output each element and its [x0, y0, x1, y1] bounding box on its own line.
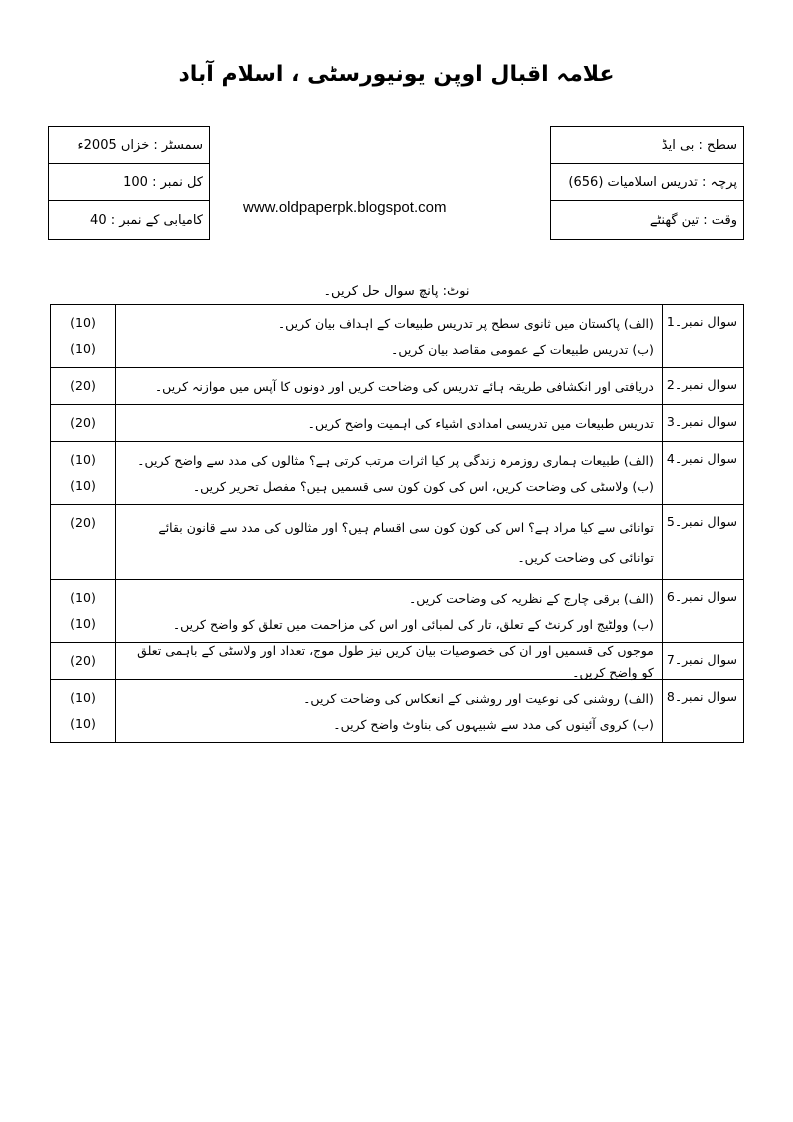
question-number: سوال نمبر۔5	[662, 505, 743, 580]
table-row	[51, 442, 744, 505]
question-number: سوال نمبر۔7	[662, 643, 743, 680]
question-number: سوال نمبر۔4	[662, 442, 743, 505]
question-text: (الف) طبیعات ہماری روزمرہ زندگی پر کیا اثرات مرتب کرتی ہے؟ مثالوں کی مدد سے واضح کریں۔	[137, 453, 654, 468]
question-number: سوال نمبر۔2	[662, 368, 743, 405]
instructions-note: نوٹ: پانچ سوال حل کریں۔	[323, 284, 470, 299]
question-text: موجوں کی قسمیں اور ان کی خصوصیات بیان کریں نیز طول موج، تعداد اور ولاسٹی کے باہمی تعلق کو واضح کریں۔	[137, 643, 654, 680]
question-text: توانائی سے کیا مراد ہے؟ اس کی کون کون سی اقسام ہیں؟ اور مثالوں کی مدد سے قانون بقائے توانائی کی وضاحت کریں۔	[158, 520, 654, 565]
table-row	[51, 643, 744, 680]
question-marks: (10)	[70, 615, 96, 631]
left-info-box	[48, 126, 210, 240]
question-marks: (10)	[70, 314, 96, 330]
table-row	[51, 505, 744, 580]
table-row	[51, 405, 744, 442]
question-text: (ب) تدریس طبیعات کے عمومی مقاصد بیان کریں۔	[391, 342, 654, 357]
table-row	[51, 580, 744, 643]
question-marks: (10)	[70, 689, 96, 705]
question-marks: (20)	[70, 414, 96, 430]
level-label: سطح : بی ایڈ	[551, 127, 743, 164]
question-text: (ب) وولٹیج اور کرنٹ کے تعلق، تار کی لمبائی اور اس کی مزاحمت میں تعلق کو واضح کریں۔	[172, 617, 654, 632]
time-label: وقت : تین گھنٹے	[649, 213, 737, 228]
pass-marks-label: کامیابی کے نمبر : 40	[90, 213, 203, 228]
question-number: سوال نمبر۔3	[662, 405, 743, 442]
question-marks: (10)	[70, 715, 96, 731]
table-row	[51, 368, 744, 405]
table-row	[51, 305, 744, 368]
table-row	[51, 680, 744, 743]
website-watermark: www.oldpaperpk.blogspot.com	[243, 199, 447, 216]
question-number: سوال نمبر۔1	[662, 305, 743, 368]
question-text: (الف) روشنی کی نوعیت اور روشنی کے انعکاس کی وضاحت کریں۔	[303, 691, 654, 706]
question-marks: (20)	[70, 377, 96, 393]
question-text: (ب) کروی آئینوں کی مدد سے شبیہوں کی بناوٹ واضح کریں۔	[333, 717, 654, 732]
question-marks: (10)	[70, 477, 96, 493]
total-marks-label: کل نمبر : 100	[49, 165, 209, 201]
question-text: تدریس طبیعات میں تدریسی امدادی اشیاء کی اہمیت واضح کریں۔	[307, 416, 654, 431]
question-text: (الف) برقی چارج کے نظریہ کی وضاحت کریں۔	[408, 591, 654, 606]
question-text: (ب) ولاسٹی کی وضاحت کریں، اس کی کون کون سی قسمیں ہیں؟ مفصل تحریر کریں۔	[192, 479, 654, 494]
question-marks: (10)	[70, 589, 96, 605]
semester-label: سمسٹر : خزاں 2005ء	[49, 127, 209, 164]
question-text: دریافتی اور انکشافی طریقہ ہائے تدریس کی وضاحت کریں اور دونوں کا آپس میں موازنہ کریں۔	[154, 379, 654, 394]
question-marks: (10)	[70, 340, 96, 356]
question-number: سوال نمبر۔6	[662, 580, 743, 643]
paper-label: پرچہ : تدریس اسلامیات (656)	[551, 165, 743, 201]
questions-table	[50, 304, 744, 743]
page-title: علامہ اقبال اوپن یونیورسٹی ، اسلام آباد	[178, 62, 615, 87]
right-info-box	[550, 126, 744, 240]
question-marks: (20)	[70, 652, 96, 668]
question-marks: (10)	[70, 451, 96, 467]
question-marks: (20)	[70, 514, 96, 530]
question-number: سوال نمبر۔8	[662, 680, 743, 743]
question-text: (الف) پاکستان میں ثانوی سطح پر تدریس طبیعات کے اہداف بیان کریں۔	[277, 316, 654, 331]
